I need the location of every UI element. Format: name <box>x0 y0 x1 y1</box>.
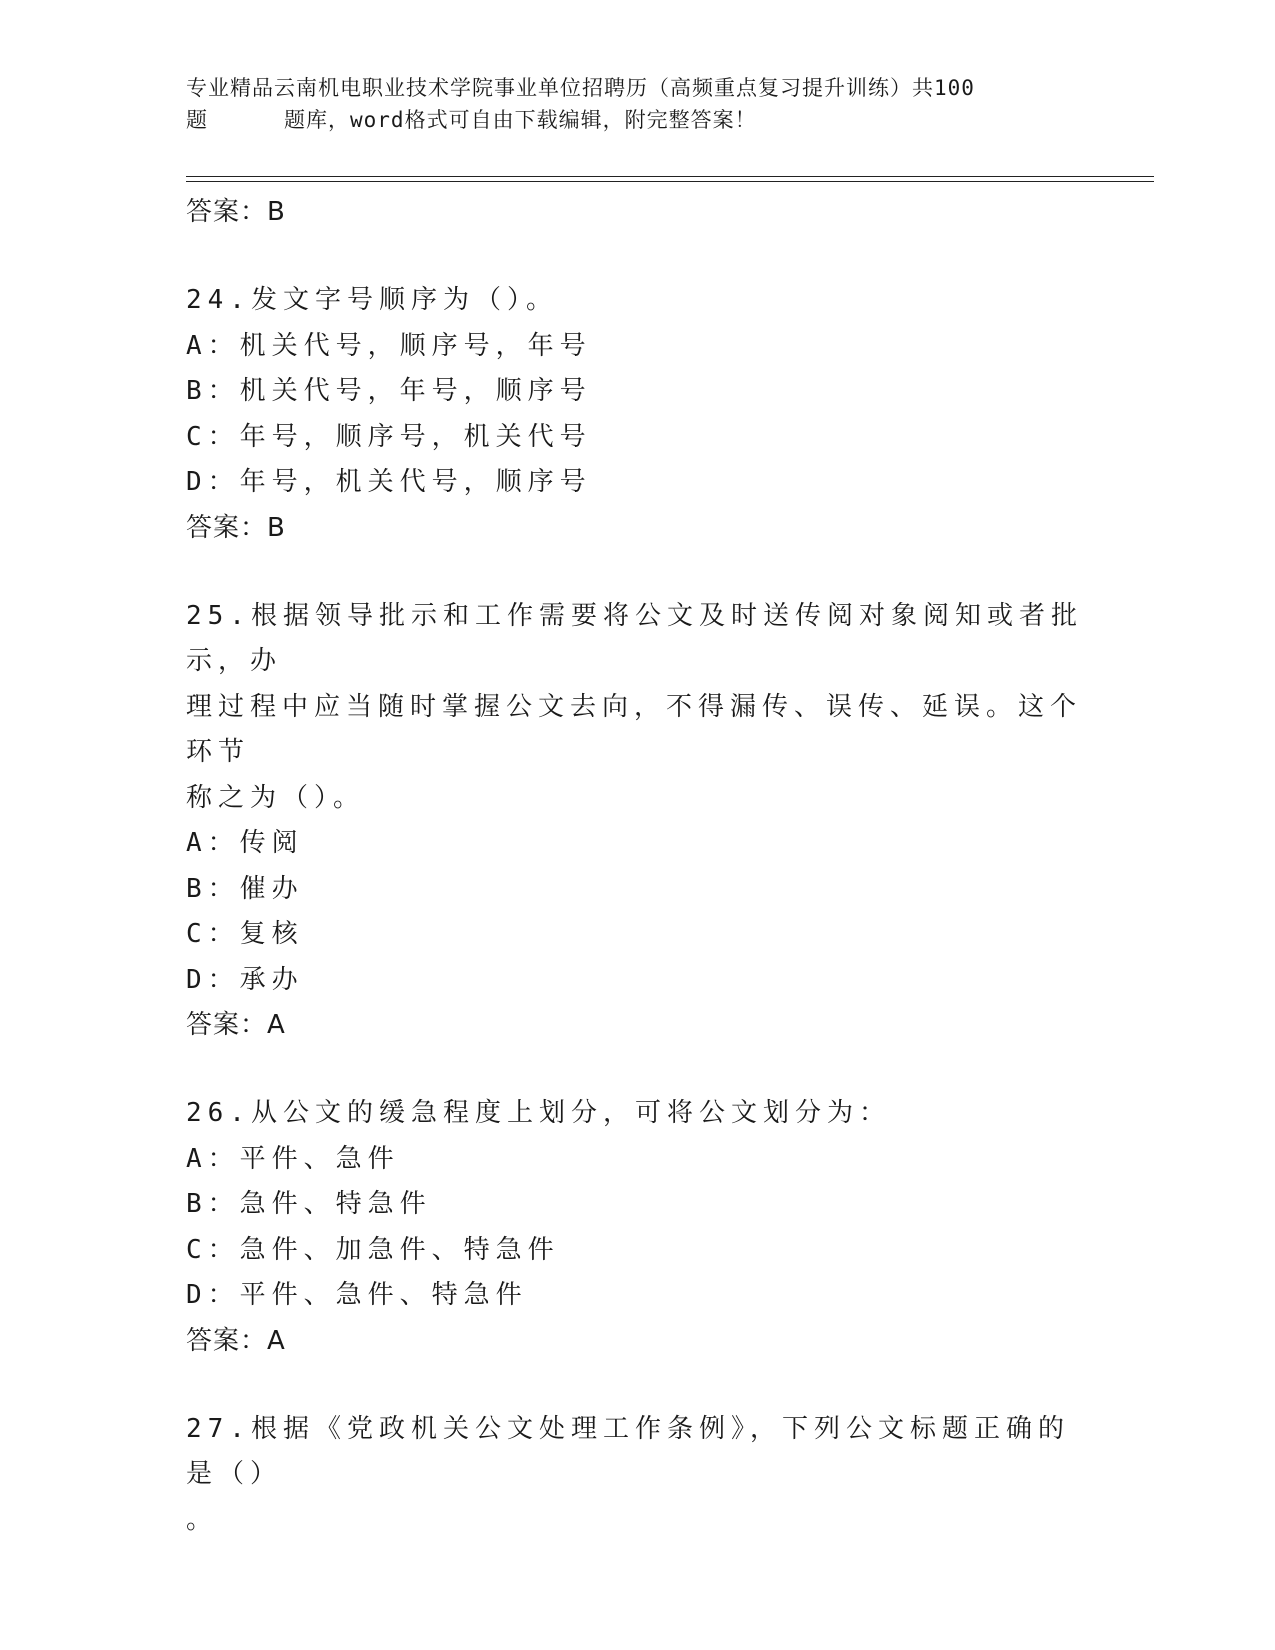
option-a: A：机关代号，顺序号，年号 <box>186 330 592 361</box>
option-b: B：急件、特急件 <box>186 1189 432 1219</box>
question-27 <box>186 1407 1086 1544</box>
option-d: D：年号，机关代号，顺序号 <box>186 467 592 497</box>
header-line-2 <box>186 104 1086 136</box>
option-a: A：传阅 <box>186 828 304 858</box>
header-line-2-right: 题库，word格式可自由下载编辑，附完整答案！ <box>284 108 757 132</box>
page-header <box>186 72 1086 136</box>
header-line-2-left: 题 <box>186 108 208 132</box>
option-c: C：复核 <box>186 919 304 949</box>
option-a: A：平件、急件 <box>186 1143 400 1174</box>
document-body <box>186 190 1086 1543</box>
question-text-line-3: 称之为（）。 <box>186 782 366 813</box>
question-text-line-1: 27.根据《党政机关公文处理工作条例》，下列公文标题正确的是（） <box>186 1413 1070 1489</box>
question-26 <box>186 1091 1086 1363</box>
answer-line: 答案：B <box>186 197 286 227</box>
question-text: 26.从公文的缓急程度上划分，可将公文划分为： <box>186 1098 891 1128</box>
question-text-line-2: 理过程中应当随时掌握公文去向，不得漏传、误传、延误。这个环节 <box>186 691 1083 767</box>
option-d: D：承办 <box>186 964 304 995</box>
answer-line: 答案：A <box>186 1325 286 1356</box>
header-line-1: 专业精品云南机电职业技术学院事业单位招聘历（高频重点复习提升训练）共100 <box>186 76 975 100</box>
option-c: C：年号，顺序号，机关代号 <box>186 421 592 452</box>
option-b: B：催办 <box>186 873 304 904</box>
option-b: B：机关代号，年号，顺序号 <box>186 376 592 406</box>
header-rule-bottom <box>186 181 1154 182</box>
header-rule-top <box>186 176 1154 177</box>
answer-line: 答案：A <box>186 1010 286 1040</box>
question-text-line-2: 。 <box>186 1504 219 1535</box>
question-text-line-1: 25.根据领导批示和工作需要将公文及时送传阅对象阅知或者批示，办 <box>186 600 1083 676</box>
question-24 <box>186 278 1086 550</box>
answer-line: 答案：B <box>186 512 286 543</box>
question-text: 24.发文字号顺序为（）。 <box>186 285 558 315</box>
option-c: C：急件、加急件、特急件 <box>186 1234 560 1265</box>
question-25 <box>186 594 1086 1048</box>
option-d: D：平件、急件、特急件 <box>186 1280 528 1310</box>
